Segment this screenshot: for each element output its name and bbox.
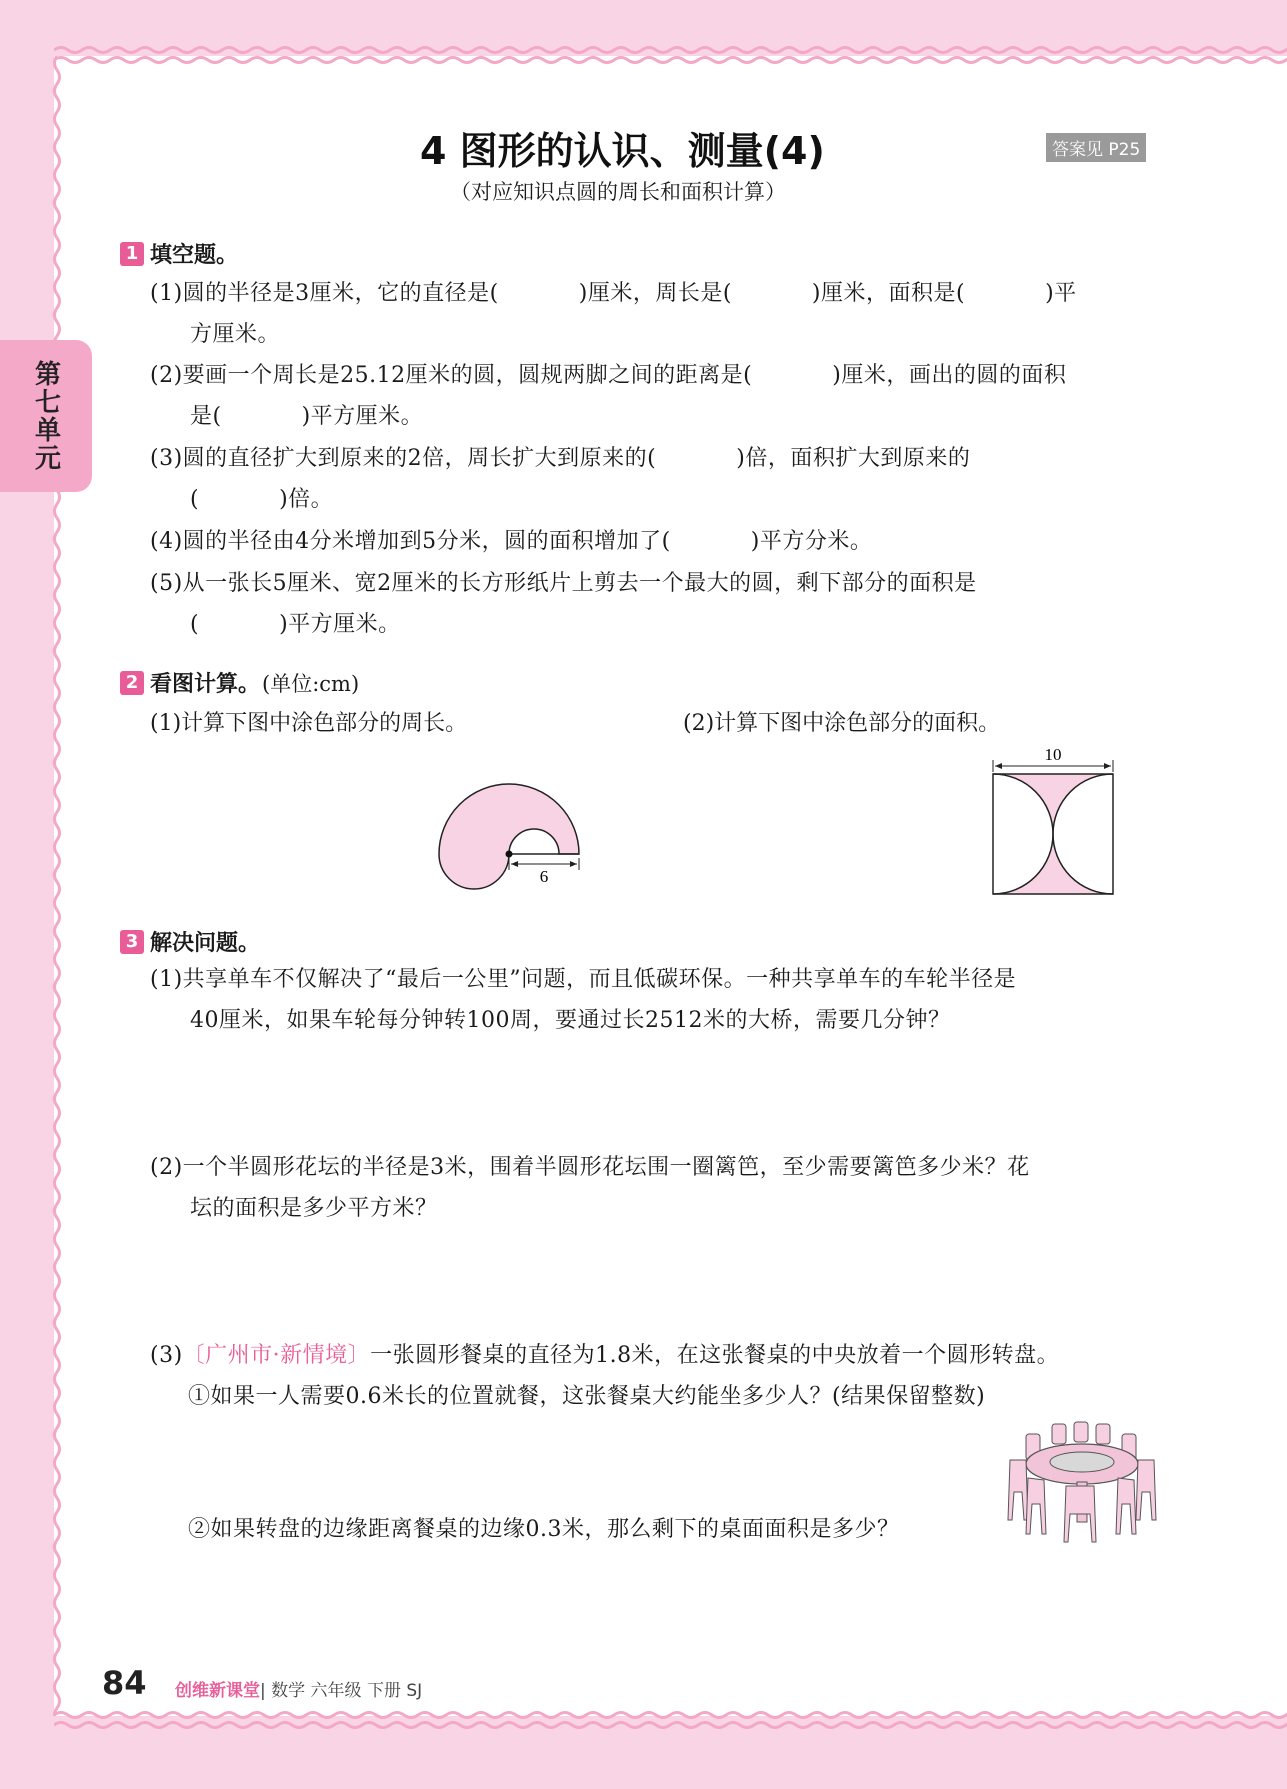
q-text: )厘米，周长是(: [578, 281, 732, 306]
section-number-badge: 1: [120, 242, 144, 266]
q-text-continued: 方厘米。: [190, 322, 281, 347]
q-text: )平方厘米。: [279, 612, 401, 637]
q-text: (1)共享单车不仅解决了“最后一公里”问题，而且低碳环保。一种共享单车的车轮半径是: [150, 967, 1017, 992]
q-number: (3): [150, 1343, 183, 1368]
question-3-1: [150, 959, 1160, 1041]
figure-shaded-semicircles: [430, 778, 600, 898]
section-title: 解决问题。: [150, 931, 261, 956]
chair: [1064, 1486, 1096, 1542]
q-text: (3)圆的直径扩大到原来的2倍，周长扩大到原来的(: [150, 446, 657, 471]
arrow-head: [1104, 763, 1111, 769]
section-number-badge: 2: [120, 671, 144, 695]
q-text: (4)圆的半径由4分米增加到5分米，圆的面积增加了(: [150, 529, 671, 554]
question-2-2: (2)计算下图中涂色部分的面积。: [683, 711, 1001, 736]
q-text: (: [190, 612, 200, 637]
section-1-header: [120, 238, 238, 269]
footer-brand: 创维新课堂: [175, 1681, 260, 1701]
question-1-1: [150, 273, 1160, 355]
unit-note: (单位:cm): [262, 671, 360, 696]
q-text-continued: 40厘米，如果车轮每分钟转100周，要通过长2512米的大桥，需要几分钟？: [190, 1008, 951, 1033]
question-3-2: [150, 1147, 1160, 1229]
chair: [1026, 1478, 1046, 1534]
q-text: )平方分米。: [750, 529, 873, 554]
q-text: (2)一个半圆形花坛的半径是3米，围着半圆形花坛围一圈篱笆，至少需要篱笆多少米？花: [150, 1155, 1030, 1180]
question-1-4: [150, 521, 1160, 562]
wavy-top-edge: [54, 40, 1287, 70]
q-text: )平方厘米。: [301, 404, 424, 429]
page-subtitle: （对应知识点圆的周长和面积计算）: [450, 180, 786, 204]
page-number: 84: [102, 1664, 147, 1702]
dimension-label: 10: [1044, 746, 1062, 764]
q-text: )平: [1045, 281, 1077, 306]
region-tag: 〔广州市·新情境〕: [182, 1343, 371, 1368]
round-table-illustration: [1004, 1420, 1164, 1545]
q-text: )厘米，面积是(: [811, 281, 966, 306]
section-number-badge: 3: [120, 930, 144, 954]
chair: [1136, 1460, 1156, 1520]
wavy-bottom-edge: [54, 1705, 1287, 1735]
question-1-2: [150, 355, 1160, 437]
page-title: 4 图形的认识、测量(4): [420, 129, 825, 173]
footer-series: [175, 1676, 422, 1701]
wavy-left-edge: [44, 56, 70, 1716]
section-2-header: [120, 667, 359, 698]
shaded-region: [439, 784, 579, 889]
footer-subject: | 数学 六年级 下册 SJ: [260, 1681, 423, 1701]
chair-back: [1052, 1424, 1066, 1444]
q-text: )倍，面积扩大到原来的: [736, 446, 971, 471]
section-title: 看图计算。: [150, 672, 261, 697]
q-text: (2)要画一个周长是25.12厘米的圆，圆规两脚之间的距离是(: [150, 363, 753, 388]
arrow-head: [995, 763, 1002, 769]
arrow-head: [570, 861, 577, 867]
q-text: (1)圆的半径是3厘米，它的直径是(: [150, 281, 499, 306]
turntable: [1050, 1452, 1114, 1472]
question-1-3: [150, 438, 1160, 520]
answer-reference-badge[interactable]: 答案见 P25: [1046, 133, 1146, 162]
question-2-1: (1)计算下图中涂色部分的周长。: [150, 711, 468, 736]
q-text: )厘米，画出的圆的面积: [832, 363, 1067, 388]
q-text-continued: 坛的面积是多少平方米？: [190, 1196, 438, 1221]
unit-tab[interactable]: [0, 340, 92, 492]
q-text: (5)从一张长5厘米、宽2厘米的长方形纸片上剪去一个最大的圆，剩下部分的面积是: [150, 571, 977, 596]
q-text: )倍。: [279, 487, 334, 512]
arrow-head: [511, 861, 518, 867]
section-title: 填空题。: [150, 243, 239, 268]
chair-back: [1074, 1422, 1088, 1442]
unit-tab-label: 第七单元: [30, 360, 61, 472]
chair-back: [1096, 1424, 1110, 1444]
q-text: 是(: [190, 404, 222, 429]
q-text: 一张圆形餐桌的直径为1.8米，在这张餐桌的中央放着一个圆形转盘。: [370, 1343, 1060, 1368]
sub-question-2: ②如果转盘的边缘距离餐桌的边缘0.3米，那么剩下的桌面面积是多少？: [188, 1517, 900, 1542]
sub-question-1: ①如果一人需要0.6米长的位置就餐，这张餐桌大约能坐多少人？(结果保留整数): [188, 1384, 986, 1409]
center-point: [506, 851, 513, 858]
question-3-3: [150, 1335, 1160, 1417]
q-text: (: [190, 487, 200, 512]
figure-square-semicircles: [984, 746, 1114, 898]
section-3-header: [120, 926, 260, 957]
dimension-label: 6: [539, 867, 549, 886]
question-1-5: [150, 563, 1160, 645]
chair: [1008, 1460, 1028, 1520]
chair: [1116, 1478, 1136, 1534]
